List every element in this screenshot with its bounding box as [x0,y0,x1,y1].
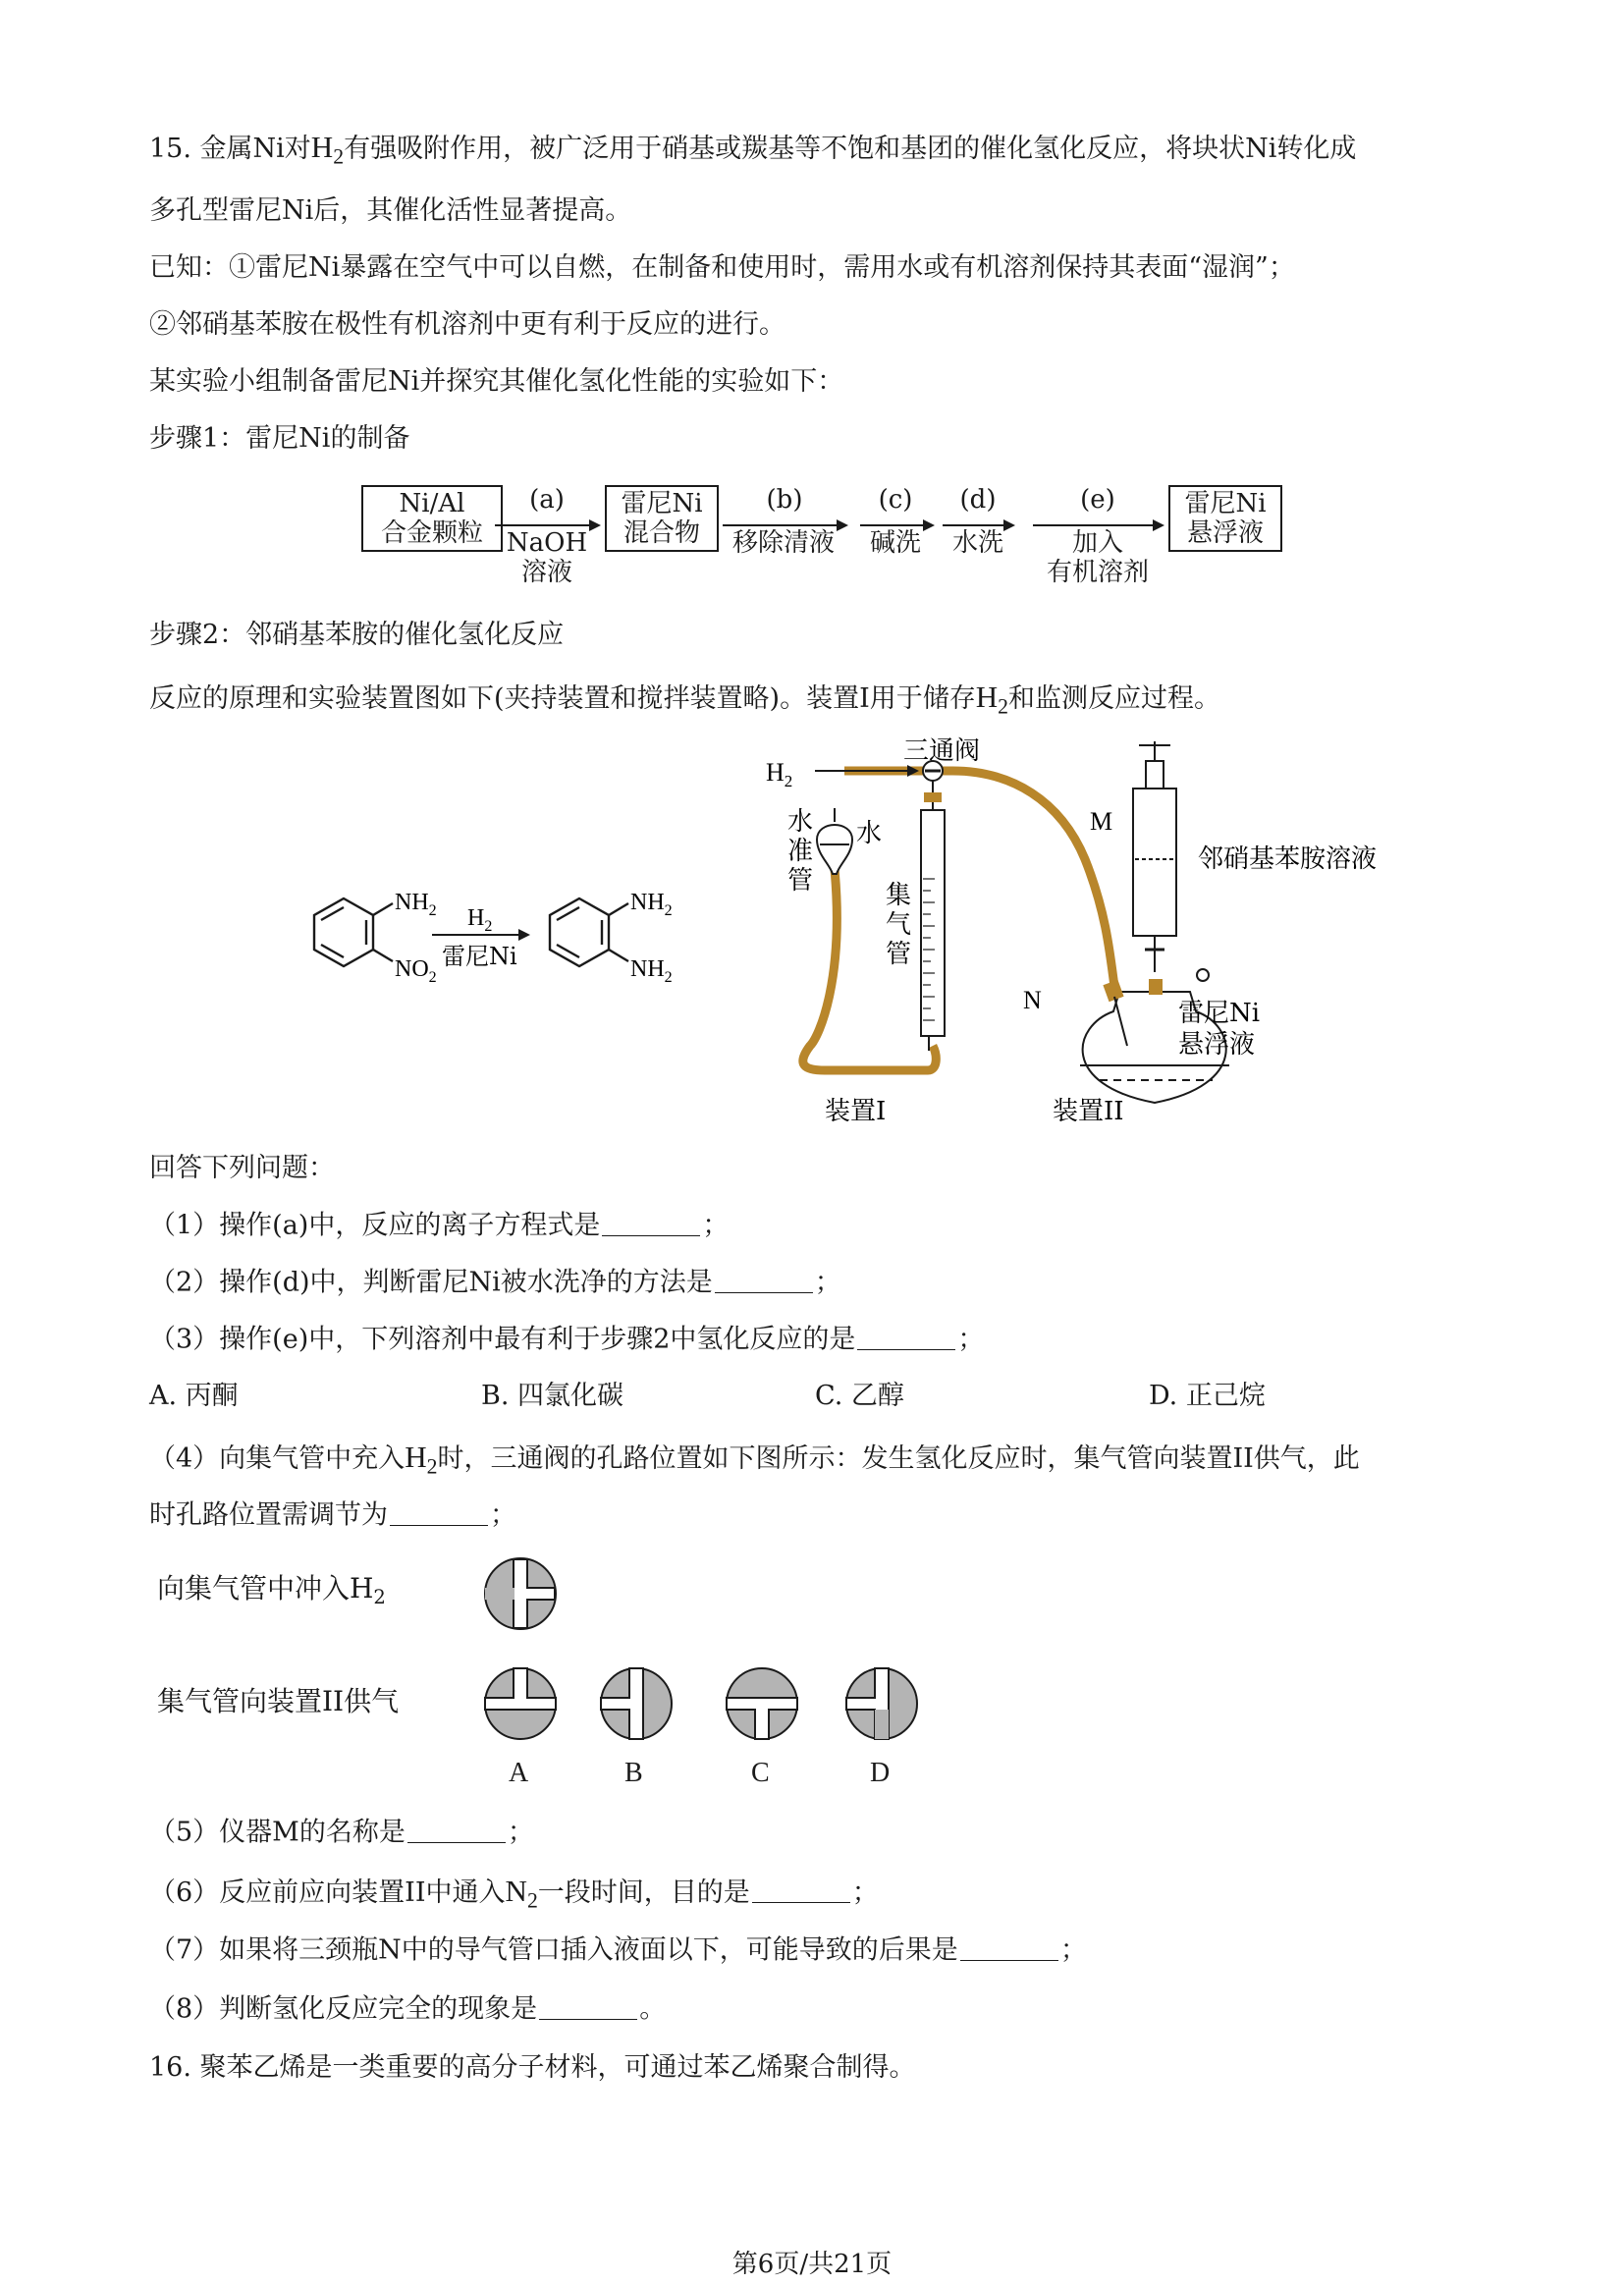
op-e-label: (e) [1080,485,1115,515]
suspension-label-2: 悬浮液 [1178,1030,1256,1060]
answer-blank-1[interactable] [602,1206,700,1236]
valve-option-b[interactable] [597,1664,676,1743]
valve-option-a[interactable] [481,1664,560,1743]
option-d[interactable]: D. 正己烷 [1149,1381,1266,1411]
answer-blank-4[interactable] [390,1496,488,1526]
h2-formula: $H_2$ [310,130,345,169]
valve-letter-d: D [870,1758,891,1788]
principle-text: 反应的原理和实验装置图如下(夹持装置和搅拌装置略)。装置I用于储存$H_2$和监测反应过程。 [149,680,1221,719]
op-d-label: (d) [959,485,997,515]
valve-supply-label: 集气管向装置II供气 [157,1685,400,1717]
option-c[interactable]: C. 乙醇 [815,1381,904,1411]
h2-formula-2: $H_2$ [975,680,1009,719]
flow-box-suspension: 雷尼Ni 悬浮液 [1168,485,1282,552]
gas-tube-label-3: 管 [886,940,912,969]
water-tube-label-1: 水 [787,807,814,837]
op-d-action: 水洗 [951,528,1003,558]
product-nh2-top: $NH_2$ [630,890,673,919]
question-6: （6）反应前应向装置II中通入$N_2$一段时间，目的是 ； [149,1874,879,1913]
water-leveling-tube [817,808,852,874]
arrow-c [860,524,933,526]
answer-blank-7[interactable] [960,1931,1058,1961]
answer-blank-6[interactable] [752,1873,850,1903]
apparatus-diagram [766,732,1394,1144]
water-tube-label-3: 管 [787,866,814,896]
op-b-action: 移除清液 [731,528,835,558]
arrow-b [723,524,846,526]
product-nh2-bottom: $NH_2$ [630,956,673,986]
question-3: （3）操作(e)中，下列溶剂中最有利于步骤2中氢化反应的是 ； [149,1320,984,1360]
arrow-d [943,524,1013,526]
answer-blank-8[interactable] [539,1989,637,2020]
n-label: N [1023,986,1042,1014]
h2-label: $H_2$ [766,758,793,790]
step2-title: 步骤2：邻硝基苯胺的催化氢化反应 [149,620,565,650]
water-tube-label-2: 准 [787,837,814,866]
question-5: （5）仪器M的名称是 ； [149,1813,534,1853]
device2-label: 装置II [1053,1097,1124,1126]
valve-letter-b: B [624,1758,643,1788]
answer-intro: 回答下列问题： [149,1153,335,1183]
valve-current [481,1554,560,1633]
op-a-label: (a) [529,485,565,515]
valve-letter-a: A [509,1758,529,1788]
answer-blank-5[interactable] [407,1813,506,1843]
flask-stopper-center [1149,979,1163,995]
q15-intro-line2: 多孔型雷尼Ni后，其催化活性显著提高。 [149,195,632,226]
gas-tube-label-1: 集 [886,881,912,910]
dropping-funnel-m [1133,741,1176,972]
step1-title: 步骤1：雷尼Ni的制备 [149,423,410,454]
arrow-e [1033,524,1163,526]
tube-clamp [924,792,942,802]
group-text: 某实验小组制备雷尼Ni并探究其催化氢化性能的实验如下： [149,366,844,397]
question-8: （8）判断氢化反应完全的现象是 。 [149,1989,666,2030]
op-b-label: (b) [766,485,803,515]
option-a[interactable]: A. 丙酮 [149,1381,239,1411]
rubber-tube-left [803,869,937,1070]
flow-box-mixture: 雷尼Ni 混合物 [605,485,719,552]
question-7: （7）如果将三颈瓶N中的导气管口插入液面以下，可能导致的后果是 ； [149,1931,1087,1971]
question-2: （2）操作(d)中，判断雷尼Ni被水洗净的方法是 ； [149,1263,841,1303]
valve-letter-c: C [751,1758,770,1788]
suspension-label-1: 雷尼Ni [1178,999,1261,1028]
product-benzene [550,898,628,966]
answer-blank-3[interactable] [857,1320,955,1350]
op-c-label: (c) [878,485,913,515]
gas-collection-tube [921,781,945,1051]
reagent-raney: 雷尼Ni [442,943,517,970]
reactant-nh2: $NH_2$ [395,890,437,919]
valve-label: 三通阀 [903,736,981,766]
op-c-action: 碱洗 [869,528,921,558]
flow-box-alloy: Ni/Al 合金颗粒 [361,485,503,552]
reaction-scheme [275,874,707,1021]
gas-tube-label-2: 气 [886,910,912,940]
op-e-action: 加入 有机溶剂 [1046,528,1149,587]
valve-option-c[interactable] [723,1664,801,1743]
reactant-benzene [314,898,393,966]
page-footer: 第6页/共21页 [731,2250,893,2279]
water-label: 水 [856,819,883,848]
q16-text: 16. 聚苯乙烯是一类重要的高分子材料，可通过苯乙烯聚合制得。 [149,2052,916,2083]
solution-label: 邻硝基苯胺溶液 [1198,844,1378,874]
reagent-h2: $H_2$ [467,905,493,935]
arrow-a [495,524,599,526]
known-1: 已知：①雷尼Ni暴露在空气中可以自燃，在制备和使用时，需用水或有机溶剂保持其表面“湿润”； [149,252,1295,283]
op-a-reagent: NaOH 溶液 [506,528,588,587]
question-1: （1）操作(a)中，反应的离子方程式是 ； [149,1206,729,1246]
device1-label: 装置I [825,1097,887,1126]
q15-intro-line1: 15. 金属Ni对$H_2$有强吸附作用，被广泛用于硝基或羰基等不饱和基团的催化氢化反应，将块状Ni转化成 [149,130,1357,169]
question-4-cont: 时孔路位置需调节为 ； [149,1496,516,1536]
reactant-no2: $NO_2$ [395,956,437,986]
valve-fill-label: 向集气管中冲入$H_2$ [157,1572,386,1608]
question-4: （4）向集气管中充入$H_2$时，三通阀的孔路位置如下图所示：发生氢化反应时，集气管向装置II供气，此 [149,1440,1360,1479]
valve-option-d[interactable] [842,1664,921,1743]
known-2: ②邻硝基苯胺在极性有机溶剂中更有利于反应的进行。 [149,309,785,340]
answer-blank-2[interactable] [715,1263,813,1293]
m-label: M [1090,807,1113,836]
option-b[interactable]: B. 四氯化碳 [481,1381,624,1411]
